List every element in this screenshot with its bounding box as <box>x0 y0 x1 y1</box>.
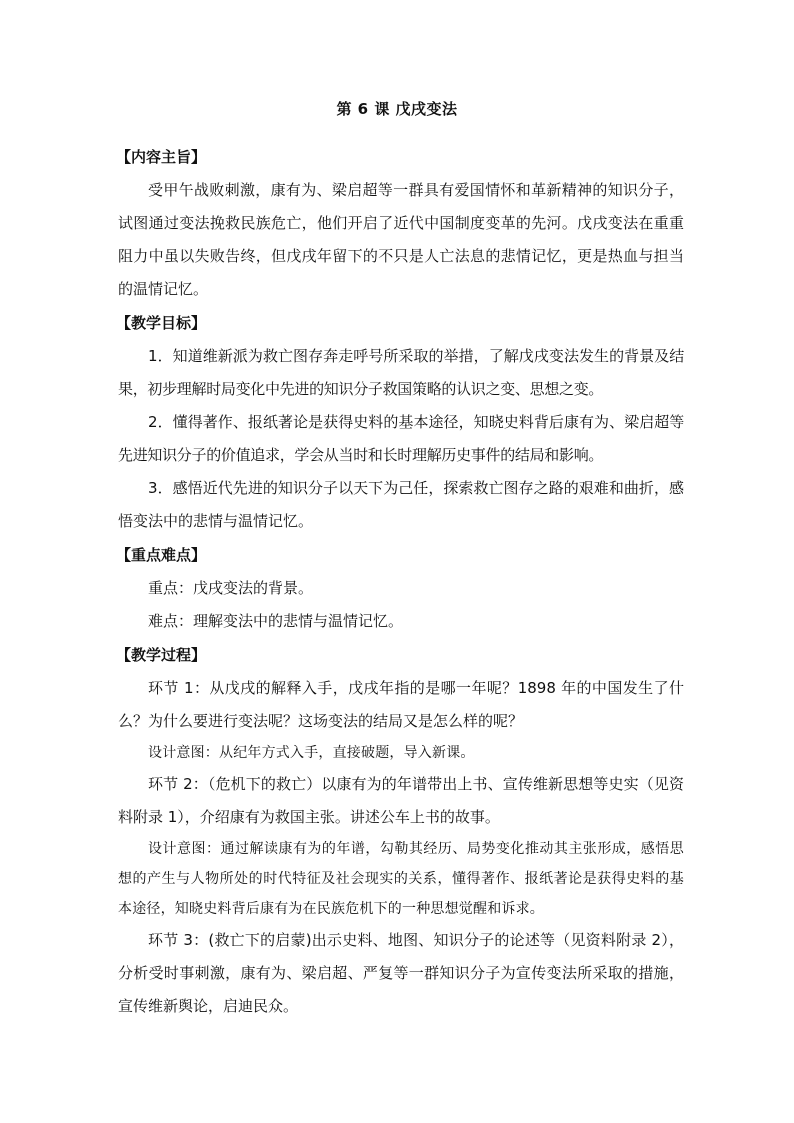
process-step-1-design-note: 设计意图：从纪年方式入手，直接破题，导入新课。 <box>148 745 475 761</box>
page-title: 第 6 课 戊戌变法 <box>336 100 458 118</box>
teaching-goal-item: 1．知道维新派为救亡图存奔走呼号所采取的举措，了解戊戌变法发生的背景及结果，初步理解时局变化中先进的知识分子救国策略的认识之变、思想之变。 <box>118 347 684 398</box>
key-point: 重点：戊戌变法的背景。 <box>148 579 314 597</box>
section-heading-teaching-process: 【教学过程】 <box>116 646 207 664</box>
teaching-goal-item: 3．感悟近代先进的知识分子以天下为己任，探索救亡图存之路的艰难和曲折，感悟变法中的悲情与温情记忆。 <box>118 479 684 530</box>
document-body <box>118 140 684 1023</box>
process-step-2-design-note: 设计意图：通过解读康有为的年谱，勾勒其经历、局势变化推动其主张形成，感悟思想的产生与人物所处的时代特征及社会现实的关系，懂得著作、报纸著论是获得史料的基本途径，知晓史料背后康有为在民族危机下的一种思想觉醒和诉求。 <box>118 841 684 917</box>
section-heading-teaching-goals: 【教学目标】 <box>116 314 207 332</box>
section-heading-key-points: 【重点难点】 <box>116 546 207 564</box>
content-theme-paragraph: 受甲午战败刺激，康有为、梁启超等一群具有爱国情怀和革新精神的知识分子，试图通过变法挽救民族危亡，他们开启了近代中国制度变革的先河。戊戌变法在重重阻力中虽以失败告终，但戊戌年留下的不只是人亡法息的悲情记忆，更是热血与担当的温情记忆。 <box>118 181 684 298</box>
difficulty-point: 难点：理解变法中的悲情与温情记忆。 <box>148 612 404 630</box>
section-heading-content-theme: 【内容主旨】 <box>116 148 207 166</box>
process-step-3: 环节 3：(救亡下的启蒙)出示史料、地图、知识分子的论述等（见资料附录 2），分析受时事刺激，康有为、梁启超、严复等一群知识分子为宣传变法所采取的措施，宣传维新舆论，启迪民众。 <box>118 931 684 1015</box>
teaching-goal-item: 2．懂得著作、报纸著论是获得史料的基本途径，知晓史料背后康有为、梁启超等先进知识分子的价值追求，学会从当时和长时理解历史事件的结局和影响。 <box>118 413 684 464</box>
process-step-1: 环节 1：从戊戌的解释入手，戊戌年指的是哪一年呢？1898 年的中国发生了什么？为什么要进行变法呢？这场变法的结局又是怎么样的呢？ <box>118 679 684 730</box>
process-step-2: 环节 2：（危机下的救亡）以康有为的年谱带出上书、宣传维新思想等史实（见资料附录 1），介绍康有为救国主张。讲述公车上书的故事。 <box>118 775 684 826</box>
